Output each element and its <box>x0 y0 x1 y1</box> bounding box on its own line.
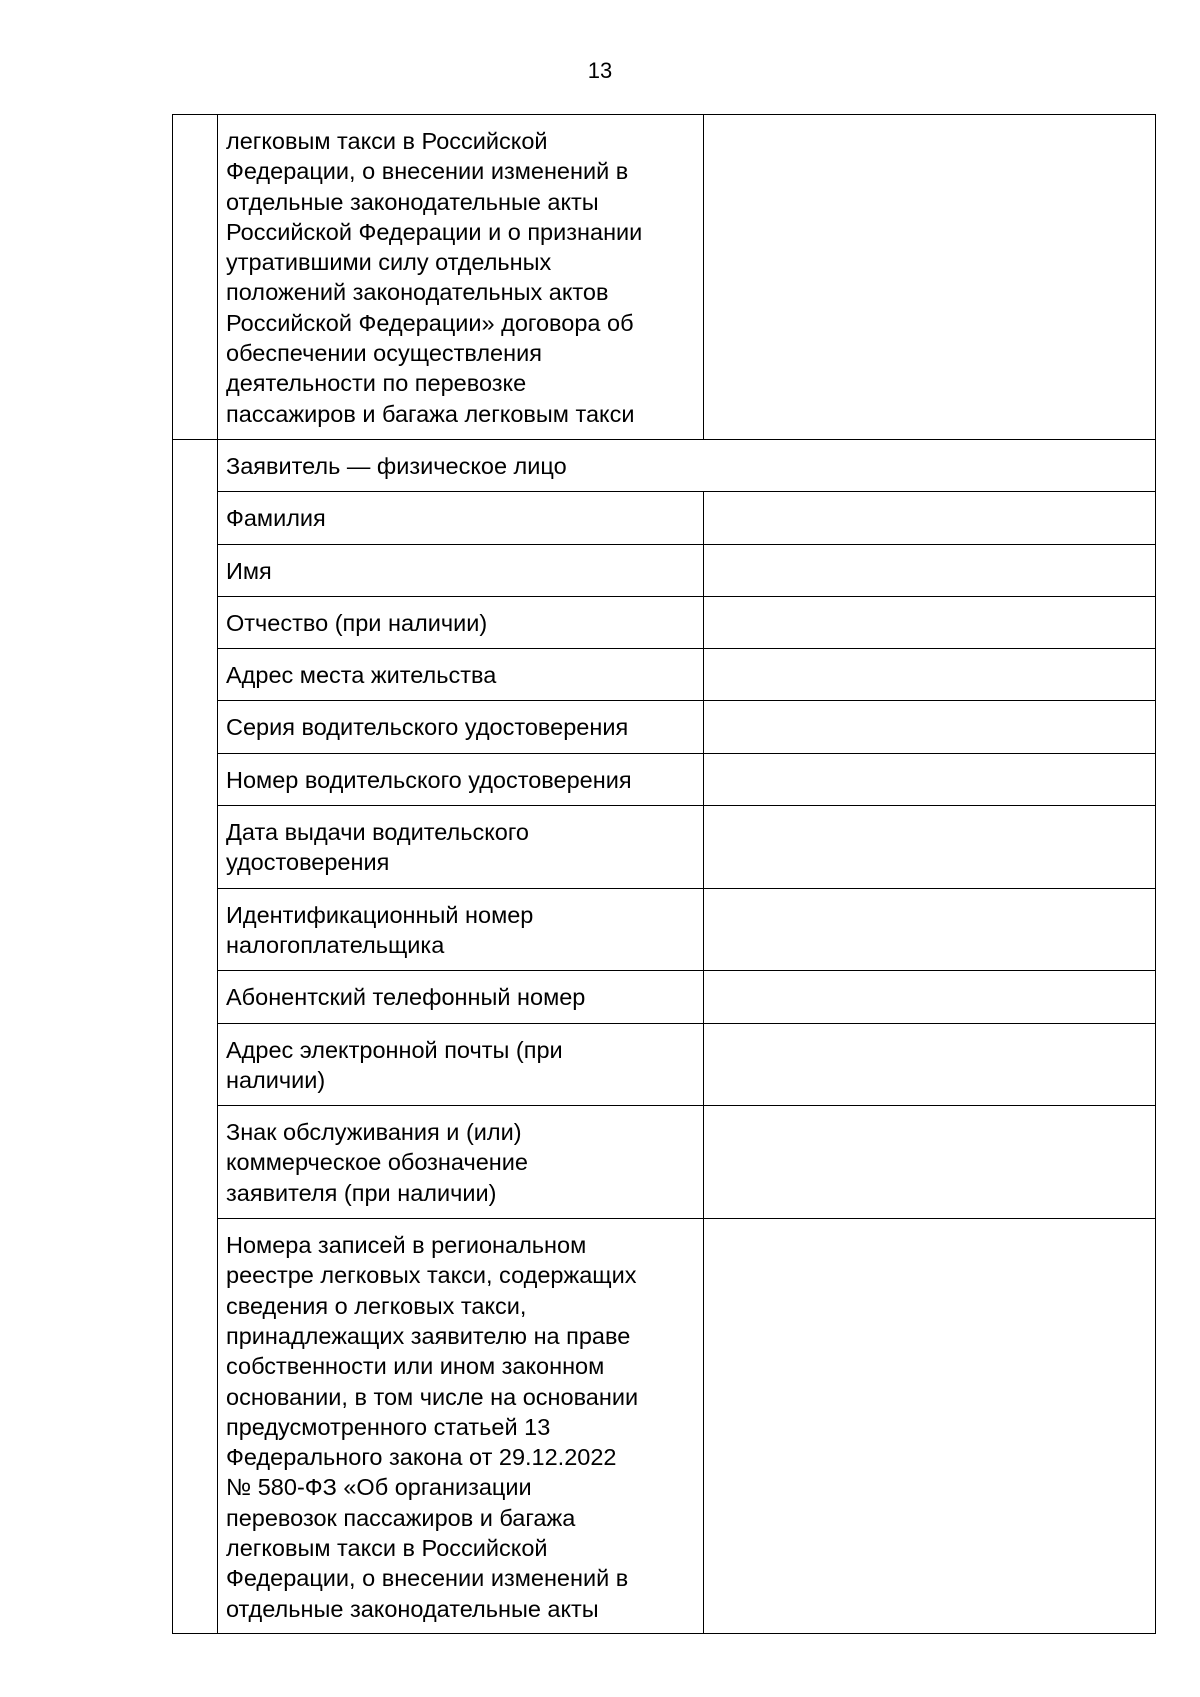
field-label: Знак обслуживания и (или) коммерческое обозначение заявителя (при наличии) <box>218 1106 704 1219</box>
field-label: Адрес места жительства <box>218 649 704 701</box>
value-field[interactable] <box>704 806 1156 889</box>
field-label: Адрес электронной почты (при наличии) <box>218 1023 704 1106</box>
value-field[interactable] <box>704 1106 1156 1219</box>
value-field[interactable] <box>704 544 1156 596</box>
table-row <box>173 649 1156 701</box>
field-label: Имя <box>218 544 704 596</box>
section-header: Заявитель — физическое лицо <box>218 439 1156 491</box>
table-row <box>173 1023 1156 1106</box>
value-field[interactable] <box>704 1219 1156 1634</box>
row-number-cell <box>173 439 218 1633</box>
table-row <box>173 1106 1156 1219</box>
value-field[interactable] <box>704 492 1156 544</box>
value-field[interactable] <box>704 649 1156 701</box>
table-row <box>173 492 1156 544</box>
value-field[interactable] <box>704 1023 1156 1106</box>
value-field[interactable] <box>704 701 1156 753</box>
field-label: Дата выдачи водительского удостоверения <box>218 806 704 889</box>
row-number-cell <box>173 115 218 440</box>
table-row-section-header <box>173 439 1156 491</box>
field-label: Серия водительского удостоверения <box>218 701 704 753</box>
field-label: Абонентский телефонный номер <box>218 971 704 1023</box>
value-field[interactable] <box>704 115 1156 440</box>
table-row <box>173 1219 1156 1634</box>
table-row <box>173 544 1156 596</box>
value-field[interactable] <box>704 753 1156 805</box>
table-row <box>173 806 1156 889</box>
table-row <box>173 596 1156 648</box>
table-row <box>173 753 1156 805</box>
application-form-table <box>172 114 1156 1634</box>
field-label: Отчество (при наличии) <box>218 596 704 648</box>
field-label: Номер водительского удостоверения <box>218 753 704 805</box>
value-field[interactable] <box>704 596 1156 648</box>
continuation-text: легковым такси в Российской Федерации, о внесении изменений в отдельные законодательные акты Российской Федерации и о признании утратившими силу отдельных положений законодательных актов Российской Федерации» договора об обеспечении осуществления деятельности по перевозке пассажиров и багажа легковым такси <box>218 115 704 440</box>
table-row <box>173 701 1156 753</box>
table-row <box>173 888 1156 971</box>
page-number: 13 <box>587 58 613 83</box>
value-field[interactable] <box>704 888 1156 971</box>
field-label: Номера записей в региональном реестре легковых такси, содержащих сведения о легковых такси, принадлежащих заявителю на праве собственности или ином законном основании, в том числе на основании предусмотренного статьей 13 Федерального закона от 29.12.2022 № 580-ФЗ «Об организации перевозок пассажиров и багажа легковым такси в Российской Федерации, о внесении изменений в отдельные законодательные акты <box>218 1219 704 1634</box>
value-field[interactable] <box>704 971 1156 1023</box>
table-row-continuation <box>173 115 1156 440</box>
field-label: Идентификационный номер налогоплательщика <box>218 888 704 971</box>
field-label: Фамилия <box>218 492 704 544</box>
table-row <box>173 971 1156 1023</box>
